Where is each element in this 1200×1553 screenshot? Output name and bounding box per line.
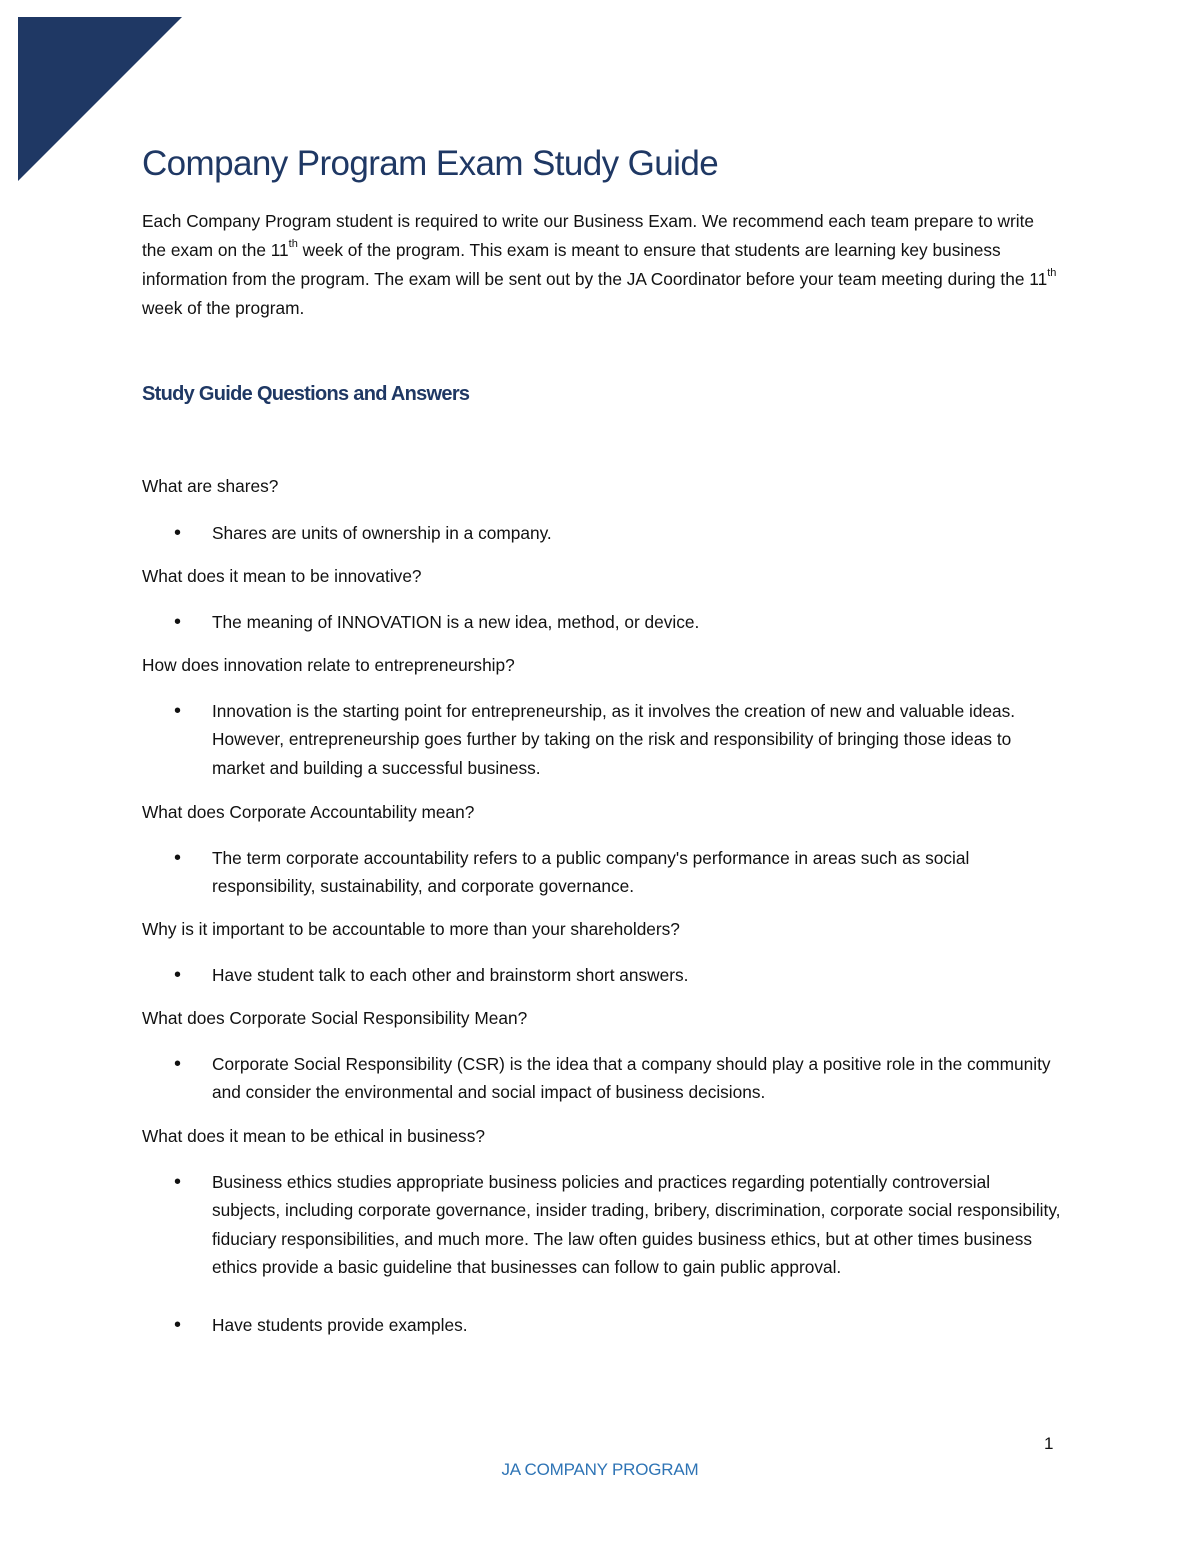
answer-bullet: • Shares are units of ownership in a company. (212, 519, 1062, 547)
intro-paragraph: Each Company Program student is required to write our Business Exam. We recommend each team prepare to write the exam on the 11th week of the program. This exam is meant to ensure that students are learning key business information from the program. The exam will be sent out by the JA Coordinator before your team meeting during the 11th week of the program. (142, 211, 1057, 318)
answer-bullet: • Corporate Social Responsibility (CSR) is the idea that a company should play a positive role in the community and consider the environmental and social impact of business decisions. (212, 1050, 1062, 1107)
question: Why is it important to be accountable to more than your shareholders? (142, 919, 680, 939)
superscript: th (1047, 267, 1057, 280)
answer-bullet: • The meaning of INNOVATION is a new idea, method, or device. (212, 608, 1062, 636)
answer-bullet: • Have student talk to each other and brainstorm short answers. (212, 961, 1062, 989)
page-number: 1 (1044, 1434, 1054, 1453)
section-heading: Study Guide Questions and Answers (142, 383, 470, 405)
page-title: Company Program Exam Study Guide (142, 144, 719, 183)
answer-bullet: • Business ethics studies appropriate business policies and practices regarding potentially controversial subjects, including corporate governance, insider trading, bribery, discrimination, corporate social responsibility, fiduciary responsibilities, and much more. The law often guides business ethics, but at other times business ethics provide a basic guideline that businesses can follow to gain public approval. (212, 1168, 1062, 1281)
answer-bullet: • Innovation is the starting point for entrepreneurship, as it involves the creation of new and valuable ideas. However, entrepreneurship goes further by taking on the risk and responsibility of bringing those ideas to market and building a successful business. (212, 697, 1062, 782)
question: How does innovation relate to entrepreneurship? (142, 655, 515, 675)
question: What does it mean to be ethical in business? (142, 1126, 485, 1146)
question: What does Corporate Social Responsibility Mean? (142, 1008, 528, 1028)
question: What are shares? (142, 476, 279, 496)
question: What does it mean to be innovative? (142, 566, 422, 586)
answer-bullet: • The term corporate accountability refers to a public company's performance in areas such as social responsibility, sustainability, and corporate governance. (212, 844, 1062, 901)
footer-text: JA COMPANY PROGRAM (501, 1460, 699, 1479)
answer-bullet: • Have students provide examples. (212, 1311, 1062, 1339)
question: What does Corporate Accountability mean? (142, 802, 475, 822)
superscript: th (288, 238, 298, 251)
